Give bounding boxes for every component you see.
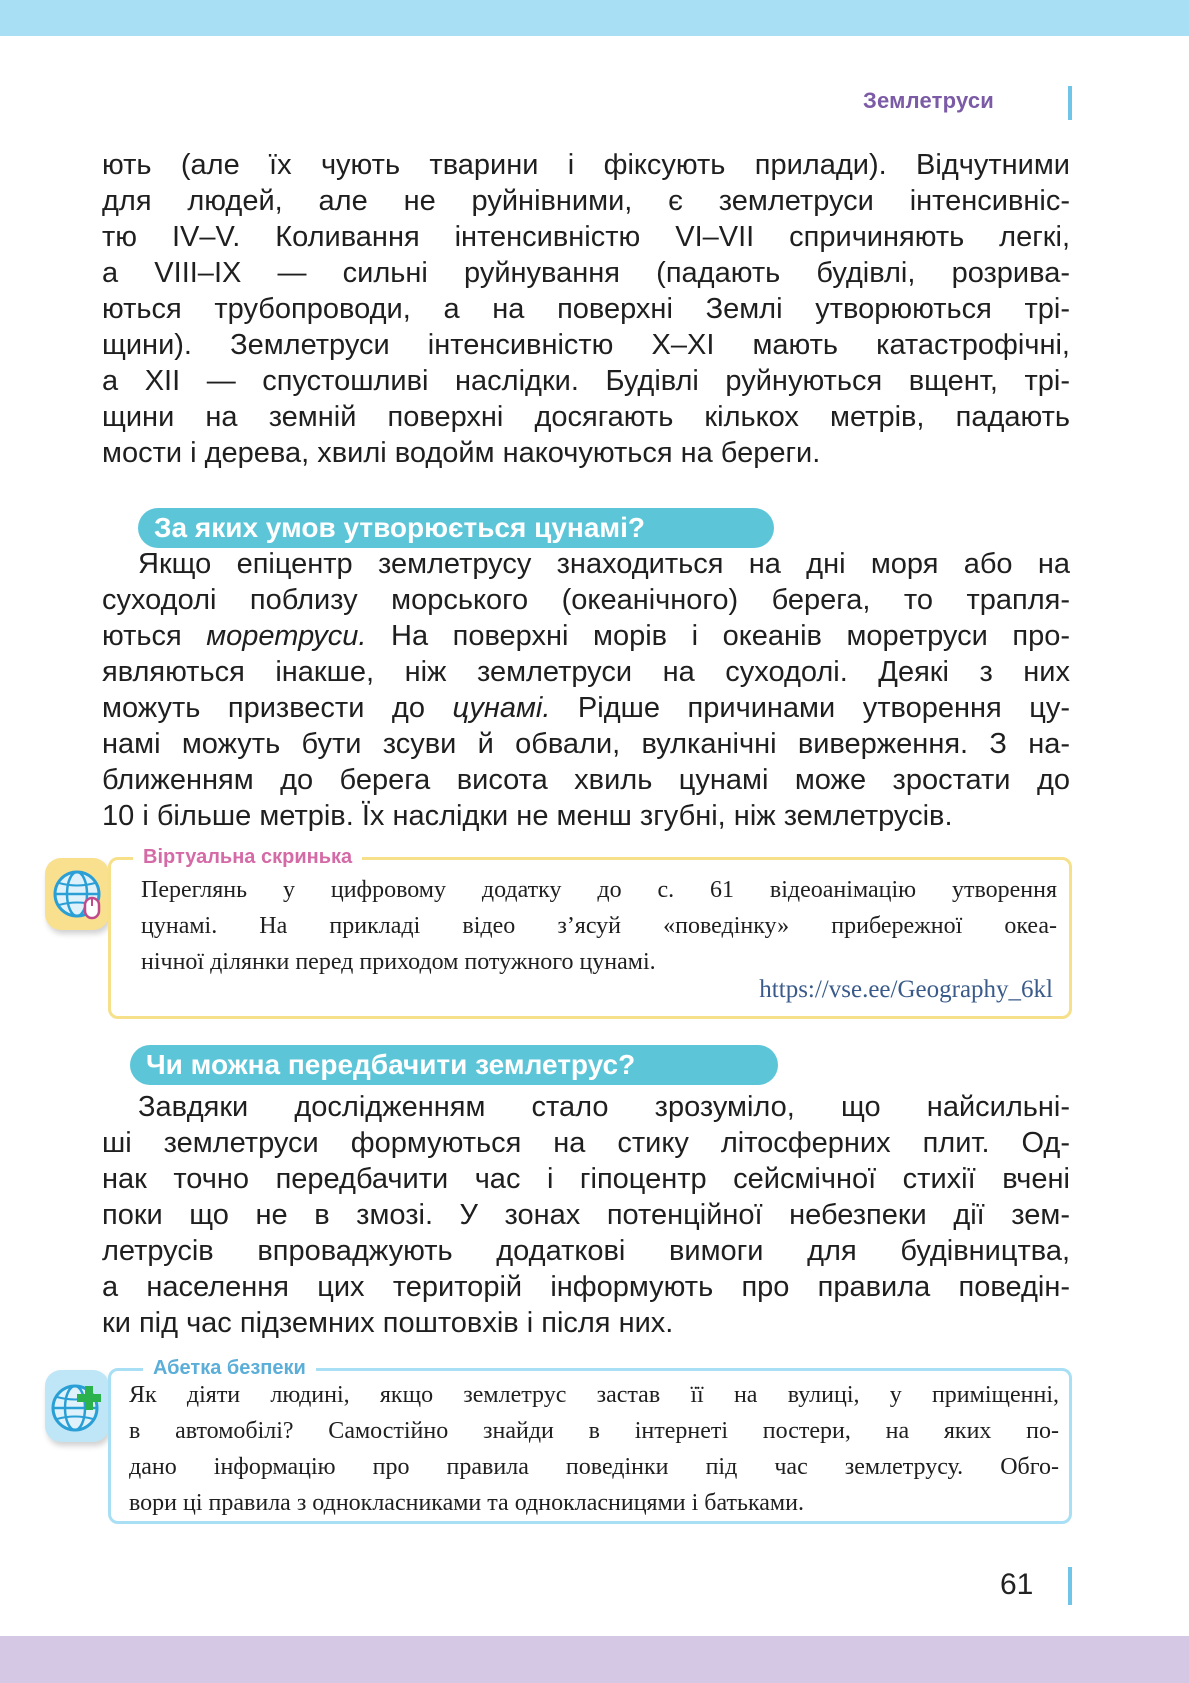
text-line: ші землетруси формуються на стику літосферних плит. Од-: [102, 1127, 1070, 1159]
top-color-band: [0, 0, 1189, 36]
text-line: ються трубопроводи, а на поверхні Землі утворюються трі-: [102, 293, 1070, 325]
text-line: вори ці правила з однокласниками та однокласницями і батьками.: [129, 1490, 804, 1516]
text-line: летрусів впроваджують додаткові вимоги для будівництва,: [102, 1235, 1070, 1267]
bottom-color-band: [0, 1636, 1189, 1683]
safety-box-text: [129, 1377, 1059, 1521]
text-line: Переглянь у цифровому додатку до с. 61 відеоанімацію утворення: [141, 877, 1057, 903]
digital-resource-link[interactable]: https://vse.ee/Geography_6kl: [759, 976, 1053, 1003]
virtual-box-title: Віртуальна скринька: [133, 846, 362, 869]
predict-paragraph: [102, 1089, 1070, 1341]
text-line: являються інакше, ніж землетруси на суходолі. Деякі з них: [102, 656, 1070, 688]
running-title-bar: [1068, 86, 1072, 120]
virtual-box: [108, 846, 1072, 1019]
globe-cursor-icon: [45, 858, 109, 930]
term-moretrusy: моретруси.: [206, 620, 367, 652]
text-line: 10 і більше метрів. Їх наслідки не менш згубні, ніж землетрусів.: [102, 800, 953, 832]
page-number: 61: [1000, 1568, 1034, 1601]
virtual-box-icon-tile: [45, 858, 109, 930]
text-line: тю IV–V. Коливання інтенсивністю VI–VII спричиняють легкі,: [102, 221, 1070, 253]
text-line: можуть призвести до цунамі. Рідше причинами утворення цу-: [102, 692, 1070, 724]
text-line: для людей, але не руйнівними, є землетруси інтенсивніс-: [102, 185, 1070, 217]
text-line: ки під час підземних поштовхів і після них.: [102, 1307, 674, 1339]
text-line: а VIII–IX — сильні руйнування (падають будівлі, розрива-: [102, 257, 1070, 289]
safety-box-icon-tile: [45, 1370, 109, 1442]
virtual-box-text: [141, 872, 1057, 980]
text-line: нак точно передбачити час і гіпоцентр сейсмічної стихії вчені: [102, 1163, 1070, 1195]
safety-box-title: Абетка безпеки: [143, 1357, 316, 1380]
text-line: намі можуть бути зсуви й обвали, вулканічні виверження. З на-: [102, 728, 1070, 760]
term-tsunami: цунамі.: [452, 692, 551, 724]
text-line: мости і дерева, хвилі водойм накочуються на береги.: [102, 437, 821, 469]
text-line: дано інформацію про правила поведінки під час землетрусу. Обго-: [129, 1454, 1059, 1480]
text-line: нічної ділянки перед приходом потужного цунамі.: [141, 949, 656, 975]
tsunami-paragraph: [102, 546, 1070, 834]
text-line: а XII — спустошливі наслідки. Будівлі руйнуються вщент, трі-: [102, 365, 1070, 397]
safety-box: [108, 1357, 1072, 1524]
section-heading-predict: Чи можна передбачити землетрус?: [130, 1045, 778, 1085]
text-line: ють (але їх чують тварини і фіксують прилади). Відчутними: [102, 149, 1070, 181]
text-line: ближенням до берега висота хвиль цунамі може зростати до: [102, 764, 1070, 796]
text-line: поки що не в змозі. У зонах потенційної небезпеки дії зем-: [102, 1199, 1070, 1231]
text-line: Завдяки дослідженням стало зрозуміло, що найсильні-: [138, 1091, 1070, 1123]
text-line: щини). Землетруси інтенсивністю X–XI мають катастрофічні,: [102, 329, 1070, 361]
page-number-bar: [1068, 1567, 1072, 1605]
text-line: щини на земній поверхні досягають кількох метрів, падають: [102, 401, 1070, 433]
text-line: в автомобілі? Самостійно знайди в інтернеті постери, на яких по-: [129, 1418, 1059, 1444]
intro-paragraph: [102, 147, 1070, 471]
running-title: Землетруси: [862, 88, 994, 113]
text-line: Якщо епіцентр землетрусу знаходиться на дні моря або на: [138, 548, 1070, 580]
text-line: а населення цих територій інформують про правила поведін-: [102, 1271, 1070, 1303]
section-heading-tsunami: За яких умов утворюється цунамі?: [138, 508, 774, 548]
text-line: цунамі. На прикладі відео з’ясуй «поведінку» прибережної океа-: [141, 913, 1057, 939]
globe-plus-icon: [45, 1370, 109, 1442]
text-line: суходолі поблизу морського (океанічного) берега, то трапля-: [102, 584, 1070, 616]
text-line: Як діяти людині, якщо землетрус застав її на вулиці, у приміщенні,: [129, 1382, 1059, 1408]
text-line: ються моретруси. На поверхні морів і океанів моретруси про-: [102, 620, 1071, 652]
